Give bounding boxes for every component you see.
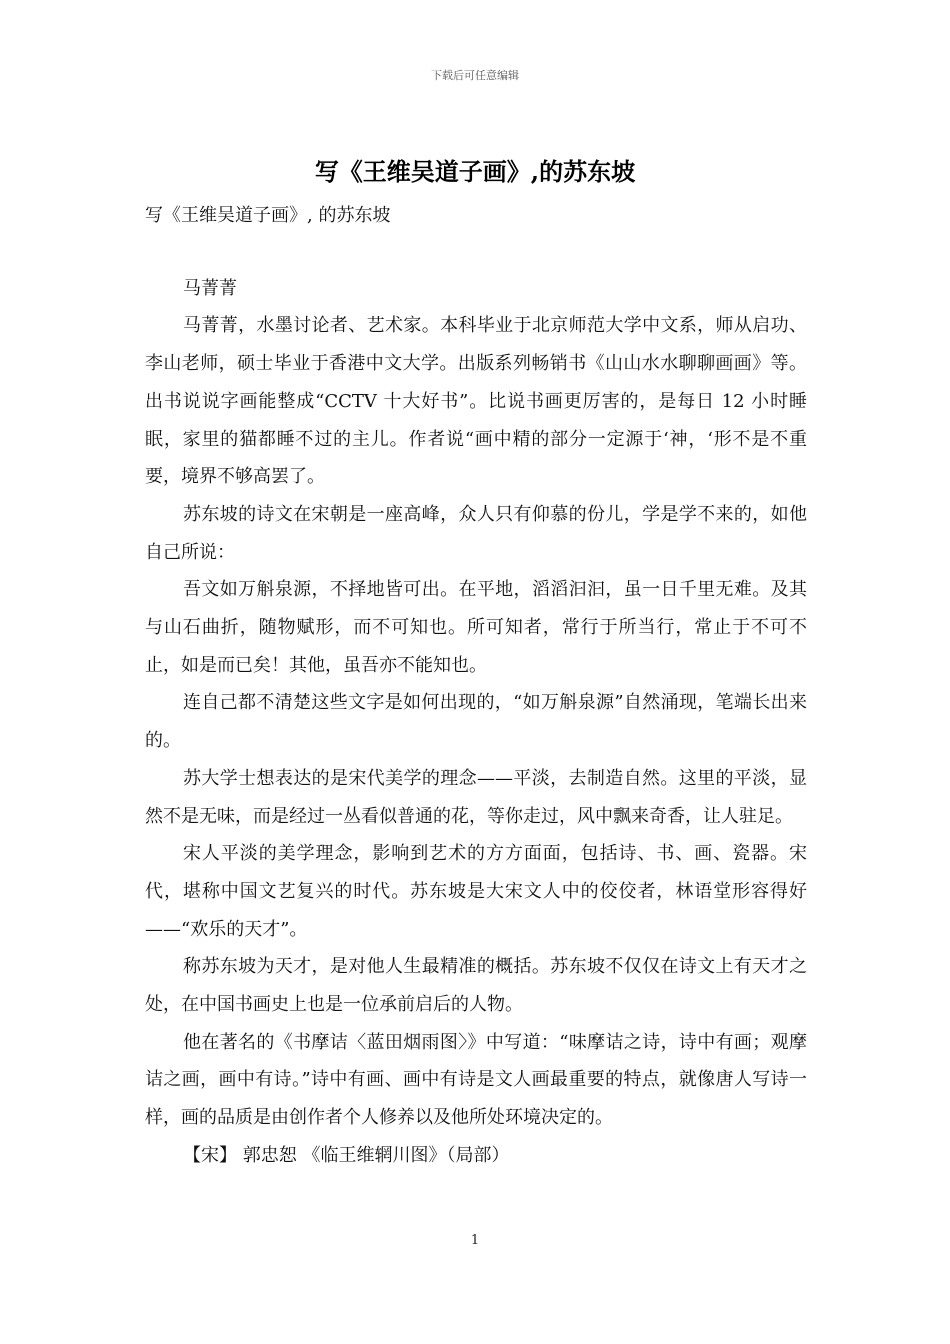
author-line: 马菁菁 — [183, 277, 237, 299]
spacer — [145, 235, 807, 270]
image-caption: 【宋】 郭忠恕 《临王维辋川图》（局部） — [183, 1144, 510, 1166]
page-header-note: 下载后可任意编辑 — [431, 69, 519, 82]
paragraph-spring: 连自己都不清楚这些文字是如何出现的，“如万斛泉源”自然涌现，笔端长出来的。 — [145, 692, 807, 752]
paragraph-plainness: 苏大学士想表达的是宋代美学的理念——平淡，去制造自然。这里的平淡，显然不是无味，而是经过一丛看似普通的花，等你走过，风中飘来奇香，让人驻足。 — [145, 767, 807, 827]
paragraph-quote: 吾文如万斛泉源，不择地皆可出。在平地，滔滔汩汩，虽一日千里无难。及其与山石曲折，随物赋形，而不可知也。所可知者，常行于所当行，常止于不可不止，如是而已矣！其他，虽吾亦不能知也。 — [145, 579, 807, 676]
document-title: 写《王维吴道子画》,的苏东坡 — [314, 157, 636, 186]
paragraph-genius: 称苏东坡为天才，是对他人生最精准的概括。苏东坡不仅仅在诗文上有天才之处，在中国书画史上也是一位承前启后的人物。 — [145, 956, 807, 1016]
document-subtitle: 写《王维吴道子画》, 的苏东坡 — [145, 205, 391, 226]
page-number: 1 — [470, 1233, 480, 1248]
paragraph-intro: 苏东坡的诗文在宋朝是一座高峰，众人只有仰慕的份儿，学是学不来的，如他自己所说： — [145, 503, 807, 563]
paragraph-author-bio: 马菁菁，水墨讨论者、艺术家。本科毕业于北京师范大学中文系，师从启功、李山老师，硕士毕业于香港中文大学。出版系列畅销书《山山水水聊聊画画》等。出书说说字画能整成“CCTV 十大好书”。比说书画更厉害的，是每日 12 小时睡眠，家里的猫都睡不过的主儿。作者说“画中精的部分一定源于‘神，‘形不是不重要，境界不够高罢了。 — [145, 315, 807, 488]
document-body — [145, 197, 807, 1175]
paragraph-song-aesthetics: 宋人平淡的美学理念，影响到艺术的方方面面，包括诗、书、画、瓷器。宋代，堪称中国文艺复兴的时代。苏东坡是大宋文人中的佼佼者，林语堂形容得好——“欢乐的天才”。 — [145, 843, 807, 940]
paragraph-wang-wei: 他在著名的《书摩诘〈蓝田烟雨图〉》中写道：“味摩诘之诗，诗中有画；观摩诘之画，画中有诗。”诗中有画、画中有诗是文人画最重要的特点，就像唐人写诗一样，画的品质是由创作者个人修养以及他所处环境决定的。 — [145, 1031, 807, 1129]
